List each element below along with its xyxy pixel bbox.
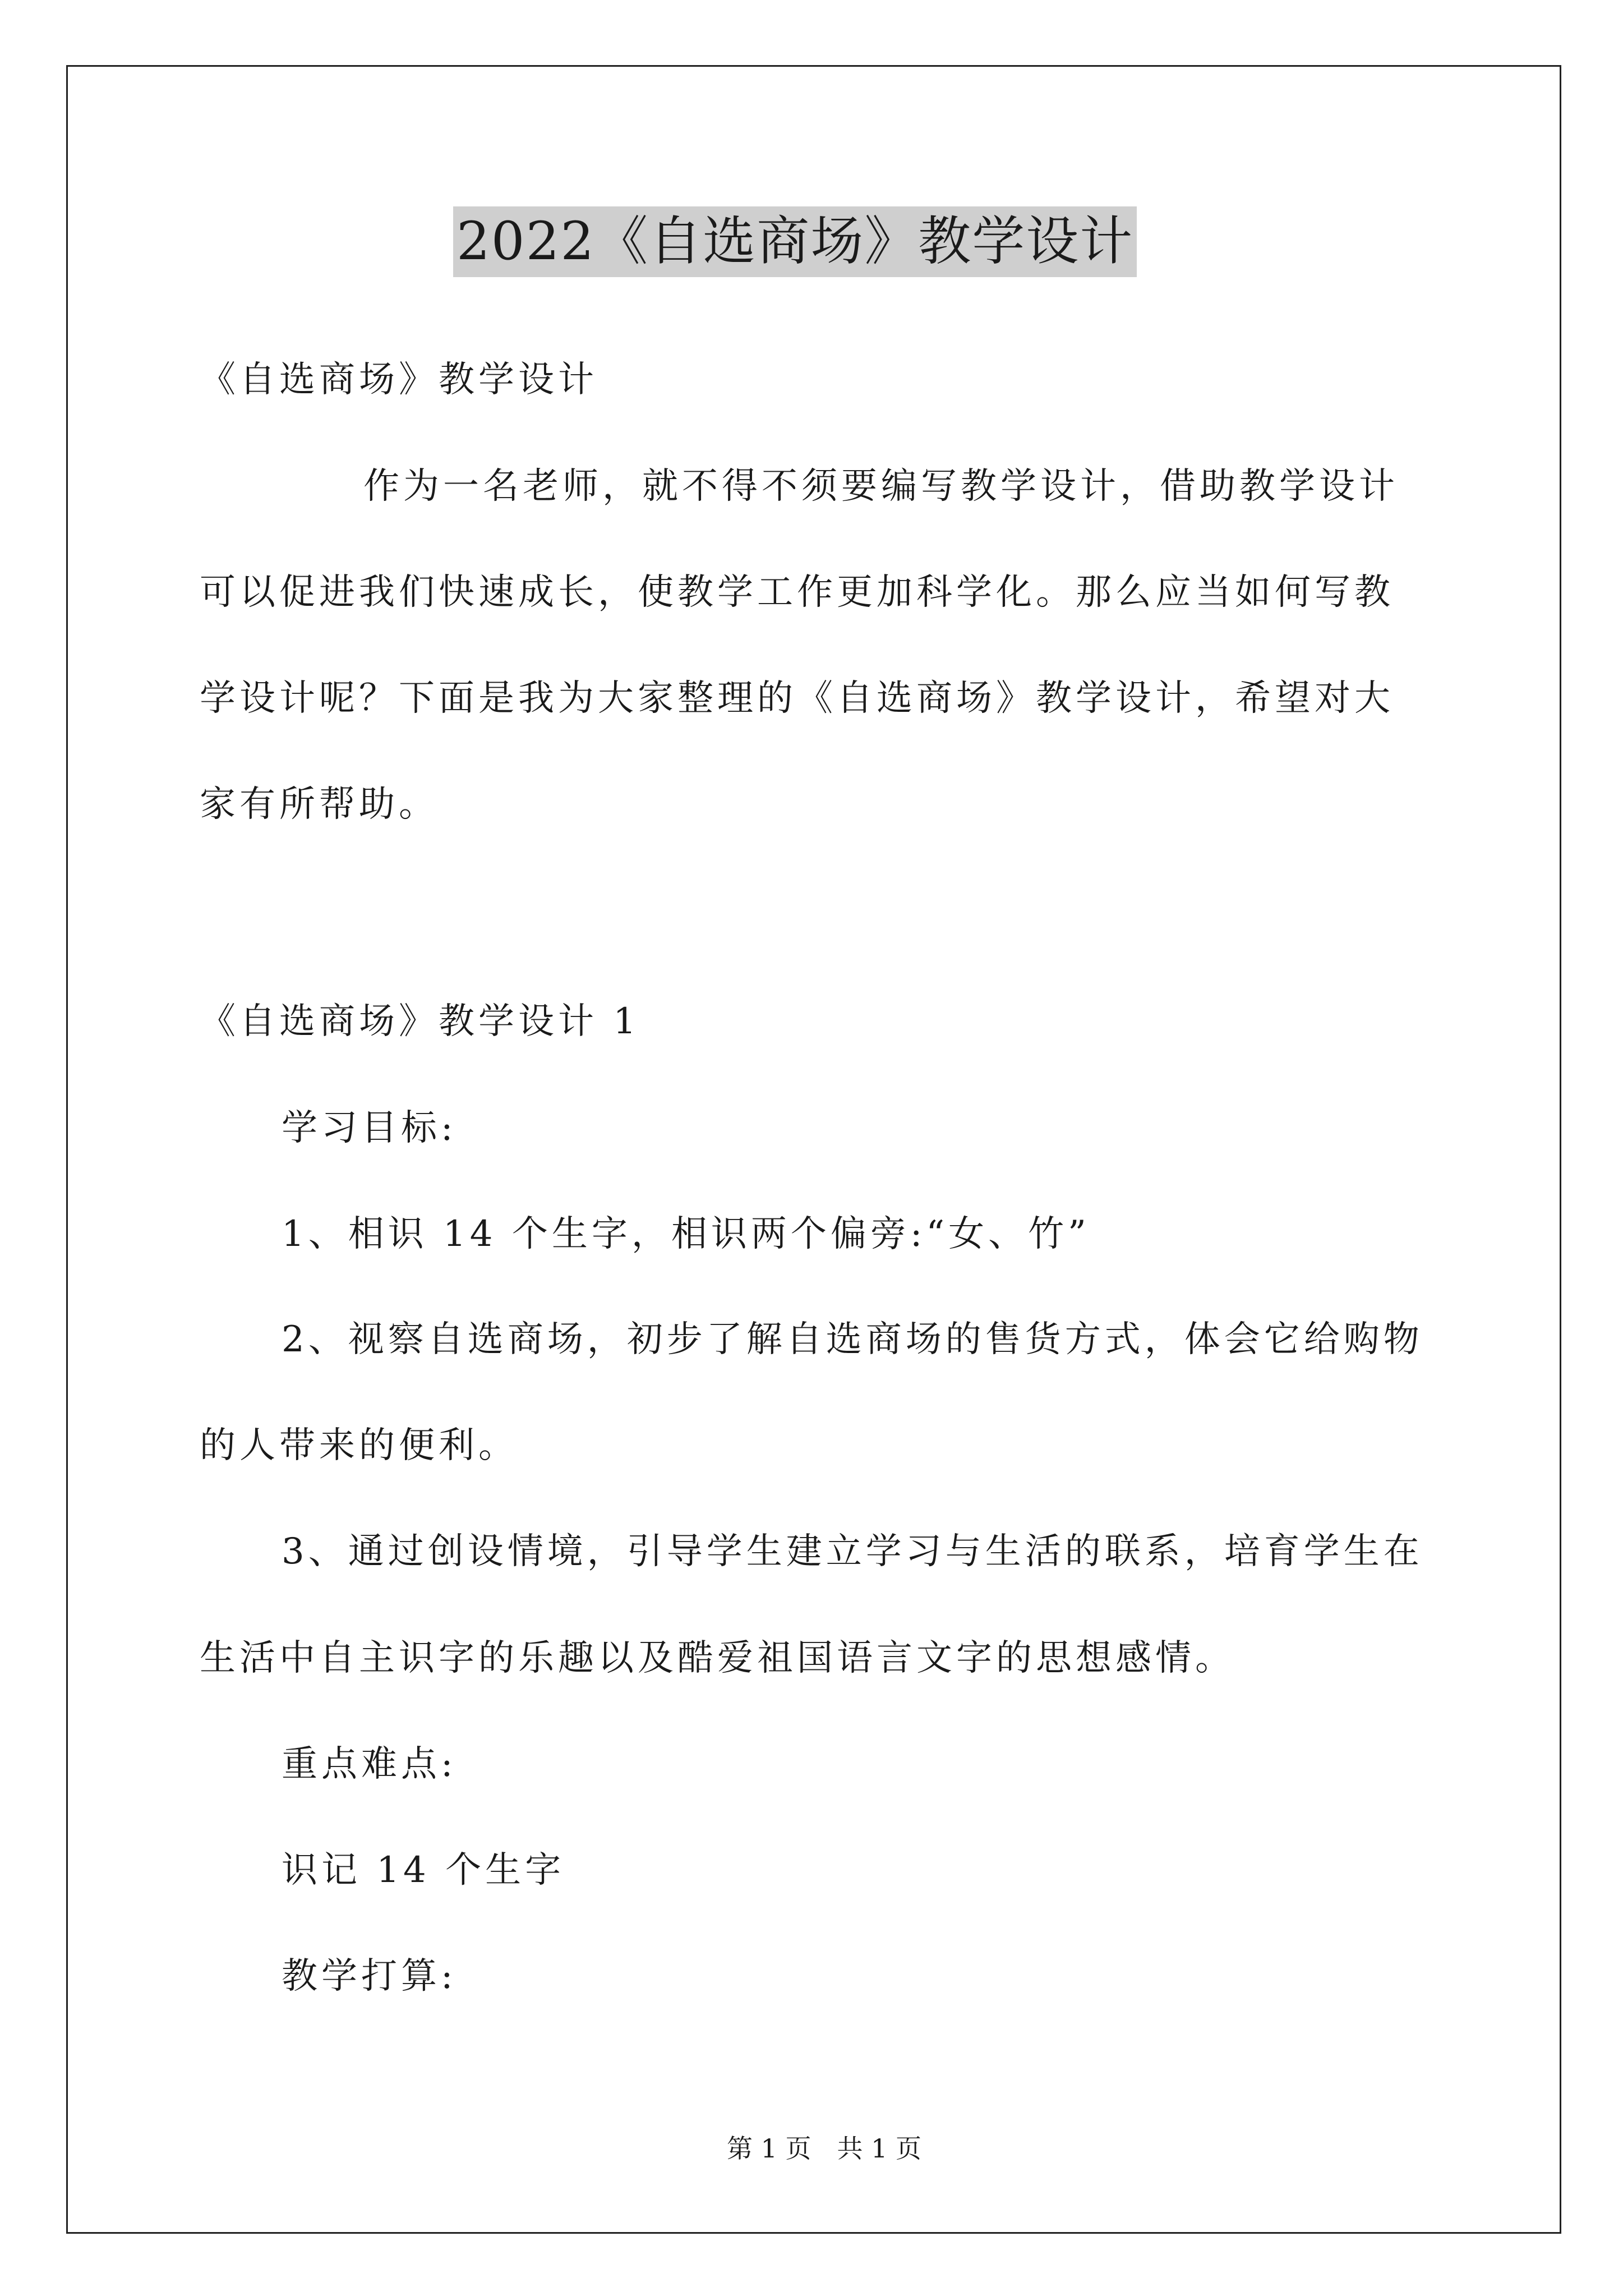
page-number: 第 1 页 共 1 页 <box>727 2133 922 2164</box>
document-title: 2022《自选商场》教学设计 <box>453 206 1137 277</box>
preparation-label: 教学打算: <box>282 1955 457 1997</box>
goal-item-continued: 生活中自主识字的乐趣以及酷爱祖国语言文字的思想感情。 <box>200 1637 1235 1679</box>
document-subtitle: 《自选商场》教学设计 <box>200 359 598 401</box>
goal-item: 3、通过创设情境，引导学生建立学习与生活的联系，培育学生在 <box>282 1531 1423 1572</box>
intro-line: 作为一名老师，就不得不须要编写教学设计，借助教学设计 <box>363 466 1399 507</box>
goals-label: 学习目标: <box>282 1107 457 1149</box>
section-heading: 《自选商场》教学设计 1 <box>200 1001 640 1042</box>
intro-line: 学设计呢？下面是我为大家整理的《自选商场》教学设计，希望对大 <box>200 678 1394 719</box>
goal-item-continued: 的人带来的便利。 <box>200 1425 518 1466</box>
key-points: 识记 14 个生字 <box>282 1849 565 1891</box>
goal-item: 2、视察自选商场，初步了解自选商场的售货方式，体会它给购物 <box>282 1319 1423 1360</box>
intro-line: 可以促进我们快速成长，使教学工作更加科学化。那么应当如何写教 <box>200 572 1394 613</box>
key-points-label: 重点难点: <box>282 1743 457 1785</box>
intro-line: 家有所帮助。 <box>200 784 439 825</box>
goal-item: 1、相识 14 个生字，相识两个偏旁:“女、竹” <box>282 1213 1090 1255</box>
